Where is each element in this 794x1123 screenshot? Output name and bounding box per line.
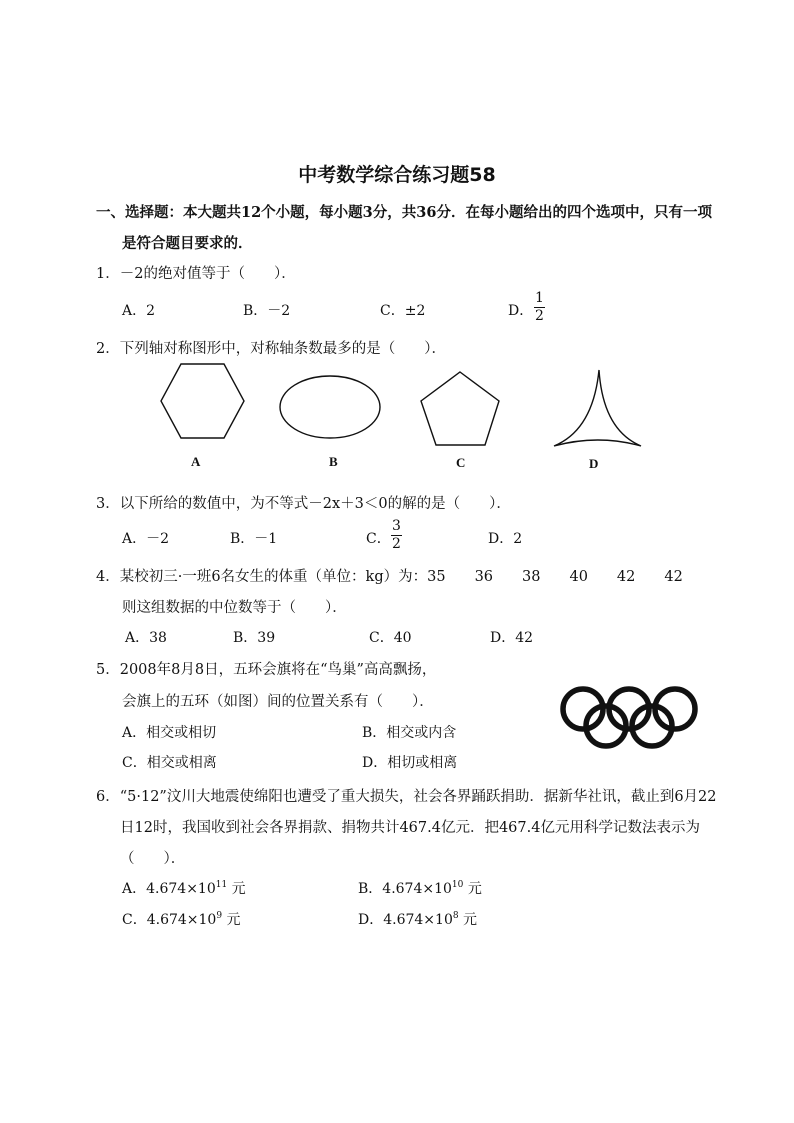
q6-line3: （ ）． xyxy=(120,851,186,867)
q6-option-c-unit: 元 xyxy=(226,912,241,928)
q2-label-d: D xyxy=(589,456,599,471)
q6-line2: 日12时，我国收到社会各界捐款、捐物共计467.4亿元．把467.4亿元用科学记数法表示为 xyxy=(120,820,700,836)
q4-option-c: C．40 xyxy=(369,630,412,646)
q1-fraction-numerator: 1 xyxy=(535,290,544,306)
q6-option-d xyxy=(358,909,477,929)
q2-label-a: A xyxy=(191,454,201,469)
q6-option-b xyxy=(358,878,482,898)
q6-option-a-unit: 元 xyxy=(231,881,246,897)
q6-option-b-unit: 元 xyxy=(467,881,482,897)
q3-option-b: B．－1 xyxy=(230,531,278,547)
q3-stem: 3．以下所给的数值中，为不等式－2x＋3＜0的解的是（ ）． xyxy=(96,496,511,512)
q6-option-a xyxy=(122,878,246,898)
olympic-rings-icon xyxy=(553,684,713,754)
q5-stem: 5．2008年8月8日，五环会旗将在“鸟巢”高高飘扬， xyxy=(96,662,437,678)
q5-option-a: A．相交或相切 xyxy=(122,725,217,741)
q2-stem: 2．下列轴对称图形中，对称轴条数最多的是（ ）． xyxy=(96,341,446,357)
ellipse-icon xyxy=(280,376,380,438)
concave-triangle-icon xyxy=(554,370,641,446)
q3-option-d: D．2 xyxy=(488,531,523,547)
section-heading-line2: 是符合题目要求的． xyxy=(122,235,253,252)
q4-option-d: D．42 xyxy=(490,630,534,646)
q5-option-c: C．相交或相离 xyxy=(122,755,217,771)
q3-option-c: C． xyxy=(366,531,391,547)
q2-label-b: B xyxy=(329,454,338,469)
q2-label-c: C xyxy=(456,455,466,470)
q1-option-b: B．－2 xyxy=(243,303,291,319)
section-heading-line1: 一、选择题：本大题共12个小题，每小题3分，共36分．在每小题给出的四个选项中，只有一项 xyxy=(96,204,712,221)
q6-option-b-exponent: 10 xyxy=(451,880,464,890)
q6-option-d-base: D．4.674×10 xyxy=(358,912,453,928)
q3-fraction xyxy=(391,518,402,553)
q3-fraction-denominator: 2 xyxy=(392,536,401,552)
q4-stem-line2: 则这组数据的中位数等于（ ）． xyxy=(122,600,347,616)
q1-stem: 1．－2的绝对值等于（ ）． xyxy=(96,266,296,282)
q1-option-d: D． xyxy=(508,303,534,319)
q5-stem-line2: 会旗上的五环（如图）间的位置关系有（ ）． xyxy=(122,694,434,710)
q3-option-a: A．－2 xyxy=(122,531,170,547)
q6-line1: 6．“5·12”汶川大地震使绵阳也遭受了重大损失，社会各界踊跃捐助．据新华社讯，截止到6月22 xyxy=(96,789,717,805)
page-title: 中考数学综合练习题58 xyxy=(298,164,496,186)
q6-option-c-base: C．4.674×10 xyxy=(122,912,217,928)
q1-option-c: C．±2 xyxy=(380,303,426,319)
pentagon-icon xyxy=(421,372,499,445)
q4-option-b: B．39 xyxy=(233,630,276,646)
q5-option-b: B．相交或内含 xyxy=(362,725,457,741)
q6-option-a-base: A．4.674×10 xyxy=(122,881,216,897)
q6-option-d-unit: 元 xyxy=(463,912,478,928)
q3-fraction-numerator: 3 xyxy=(392,518,401,534)
q1-fraction-denominator: 2 xyxy=(535,308,544,324)
q6-option-c xyxy=(122,909,241,929)
hexagon-icon xyxy=(161,364,244,438)
q5-option-d: D．相切或相离 xyxy=(362,755,458,771)
q6-option-d-exponent: 8 xyxy=(452,911,459,921)
q1-option-a: A．2 xyxy=(122,303,156,319)
q6-option-a-exponent: 11 xyxy=(215,880,228,890)
q6-option-c-exponent: 9 xyxy=(216,911,223,921)
q6-option-b-base: B．4.674×10 xyxy=(358,881,452,897)
q4-stem: 4．某校初三·一班6名女生的体重（单位：kg）为：35 36 38 40 42 42 xyxy=(96,569,683,585)
q2-figures xyxy=(0,358,794,478)
q1-fraction xyxy=(534,290,545,325)
q4-option-a: A．38 xyxy=(125,630,167,646)
